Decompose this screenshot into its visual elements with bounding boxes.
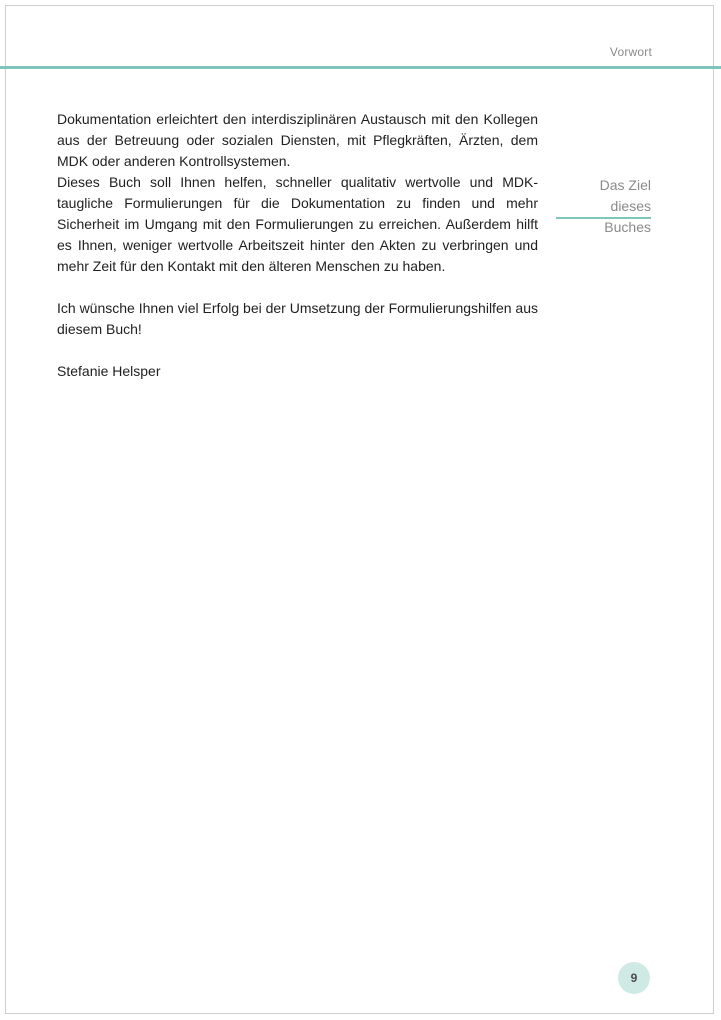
running-head: Vorwort — [609, 45, 652, 59]
paragraph: Ich wünsche Ihnen viel Erfolg bei der Umsetzung der Formulierungshilfen aus diesem Buch! — [57, 300, 538, 337]
margin-note-line: Das Ziel dieses — [599, 177, 651, 214]
margin-note-line: Buches — [604, 219, 651, 235]
page-number: 9 — [618, 962, 650, 994]
header-rule — [0, 66, 721, 69]
margin-note-rule — [556, 217, 651, 219]
margin-note — [556, 175, 651, 238]
paragraph: Dokumentation erleichtert den interdisziplinären Austausch mit den Kollegen aus der Betreuung oder sozialen Diensten, mit Pflegkräften, Ärzten, dem MDK oder anderen Kontrollsystemen. — [57, 111, 538, 169]
signature: Stefanie Helsper — [57, 363, 161, 379]
body-text — [57, 109, 538, 382]
paragraph: Dieses Buch soll Ihnen helfen, schneller qualitativ wertvolle und MDK-taugliche Formulierungen für die Dokumentation zu finden und mehr Sicherheit im Umgang mit den Formulierungen zu erreichen. Außerdem hilft es Ihnen, weniger wertvolle Arbeitszeit hinter den Akten zu verbringen und mehr Zeit für den Kontakt mit den älteren Menschen zu haben. — [57, 174, 538, 274]
